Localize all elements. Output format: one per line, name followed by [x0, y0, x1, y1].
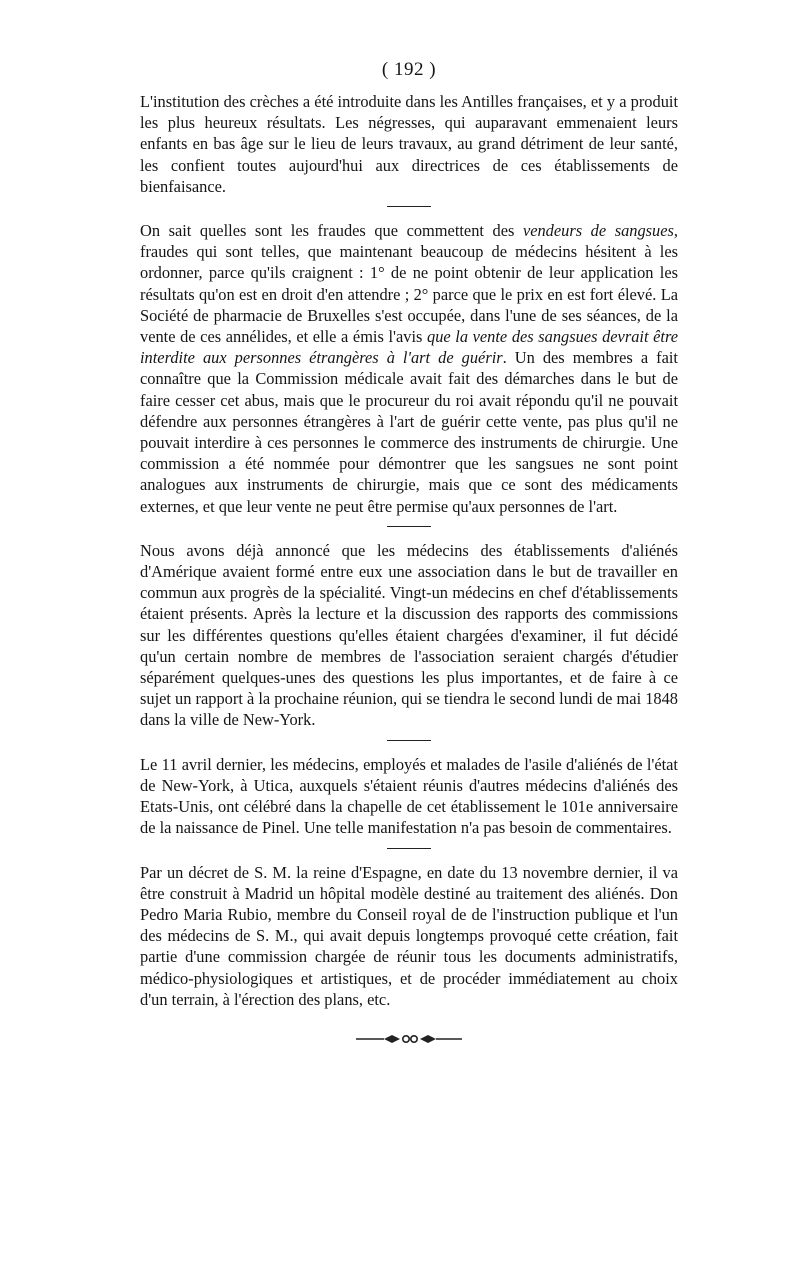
section-divider — [387, 206, 431, 207]
paragraph-creches — [140, 91, 678, 197]
text-segment: L'institution des crèches a été introduite dans les Antilles françaises, et y a produit les plus heureux résultats. Les négresses, qui auparavant emmenaient leurs enfants en bas âge sur le lieu de leurs travaux, au grand détriment de leur santé, les confient toutes aujourd'hui aux directrices de ces établissements de bienfaisance. — [140, 92, 678, 196]
text-segment: Par un décret de S. M. la reine d'Espagne, en date du 13 novembre dernier, il va être construit à Madrid un hôpital modèle destiné au traitement des aliénés. Don Pedro Maria Rubio, membre du Conseil royal de de l'instruction publique et l'un des médecins de S. M., qui avait depuis longtemps provoqué cette création, fait partie d'une commission chargée de réunir tous les documents administratifs, médico-physiologiques et artistiques, et de procéder immédiatement au choix d'un terrain, à l'érection des plans, etc. — [140, 862, 678, 1009]
paragraph-espagne — [140, 862, 678, 1010]
italic-text-segment: que la vente des sangsues devrait être interdite aux personnes étrangères à l'art de guérir — [140, 327, 678, 368]
text-segment: , fraudes qui sont telles, que maintenant beaucoup de médecins hésitent à les ordonner, parce qu'ils craignent : 1° de ne point obtenir de leur application les résultats qu'on est en droit d'en attendre ; 2° parce que le prix en est fort élevé. La Société de pharmacie de Bruxelles s'est occupée, dans l'une de ses séances, de la vente de ces annélides, et elle a émis l'avis — [140, 221, 678, 347]
paragraph-sangsues — [140, 220, 678, 517]
text-segment: Nous avons déjà annoncé que les médecins des établissements d'aliénés d'Amérique avaient formé entre eux une association dans le but de travailler en commun aux progrès de la spécialité. Vingt-un médecins en chef d'établissements étaient présents. Après la lecture et la discussion des rapports des commissions sur les différentes questions qu'elles étaient chargées d'examiner, il fut décidé qu'un certain nombre de membres de l'association seraient chargés d'étudier séparément quelques-unes des questions les plus importantes, et de faire à ce sujet un rapport à la prochaine réunion, qui se tiendra le second lundi de mai 1848 dans la ville de New-York. — [140, 540, 679, 730]
italic-text-segment: vendeurs de sangsues — [522, 221, 674, 241]
paragraph-utica — [140, 754, 678, 839]
text-segment: Le 11 avril dernier, les médecins, employés et malades de l'asile d'aliénés de l'état de New-York, à Utica, auxquels s'étaient réunis d'autres médecins d'aliénés des Etats-Unis, ont célébré dans la chapelle de cet établissement le 101e anniversaire de la naissance de Pinel. Une telle manifestation n'a pas besoin de commentaires. — [140, 754, 678, 838]
tailpiece-ornament-icon — [354, 1032, 464, 1046]
text-segment: . Un des membres a fait connaître que la Commission médicale avait fait des démarches dans le but de faire cesser cet abus, mais que le procureur du roi avait répondu qu'il ne pouvait défendre aux personnes étrangères à l'art de guérir cette vente, pas plus qu'il ne pouvait interdire à ces personnes le commerce des instruments de chirurgie. Une commission a été nommée pour démontrer que les sangsues ne sont point analogues aux instruments de chirurgie, mais que ce sont des médicaments externes, et que leur vente ne peut être permise qu'aux personnes de l'art. — [140, 348, 678, 516]
document-page — [140, 58, 678, 1046]
paragraph-amerique — [140, 540, 678, 731]
text-segment: On sait quelles sont les fraudes que commettent des — [140, 221, 523, 241]
section-divider — [387, 526, 431, 527]
section-divider — [387, 740, 431, 741]
page-number: ( 192 ) — [381, 59, 437, 80]
section-divider — [387, 848, 431, 849]
